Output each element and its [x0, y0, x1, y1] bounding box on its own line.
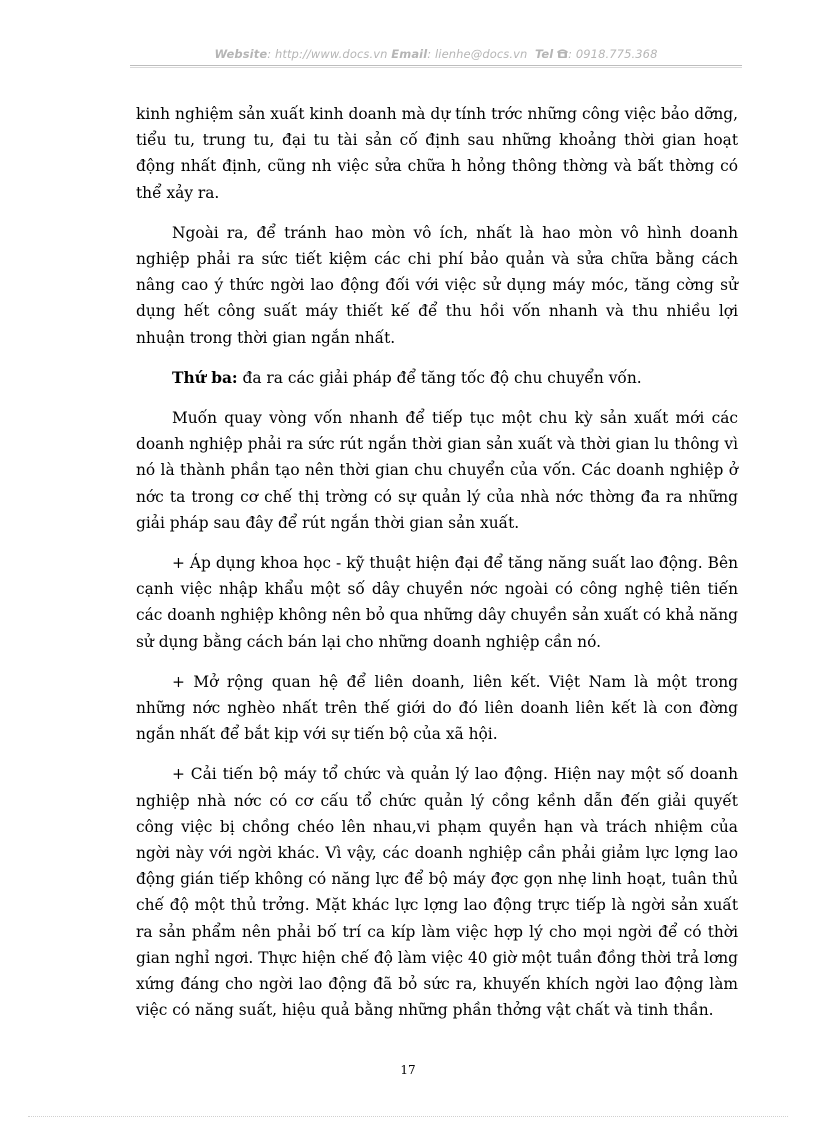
header-divider — [130, 65, 742, 68]
paragraph-4: Muốn quay vòng vốn nhanh để tiếp tục một chu kỳ sản xuất mới các doanh nghiệp phải ra sức rút ngắn thời gian sản xuất và thời gian lu thông vì nó là thành phần tạo nên thời gian chu chuyển của vốn. Các doanh nghiệp ở nớc ta trong cơ chế thị trờng có sự quản lý của nhà nớc thờng đa ra những giải pháp sau đây để rút ngắn thời gian sản xuất. — [136, 409, 738, 532]
email-value: : lienhe@docs.vn — [427, 47, 528, 61]
website-label: Website — [214, 47, 268, 61]
footer-divider — [28, 1116, 788, 1117]
paragraph-1: kinh nghiệm sản xuất kinh doanh mà dự tính trớc những công việc bảo dỡng, tiểu tu, trung tu, đại tu tài sản cố định sau những khoảng thời gian hoạt động nhất định, cũng nh việc sửa chữa h hỏng thông thờng và bất thờng có thể xảy ra. — [136, 105, 738, 202]
body-text — [136, 101, 738, 1038]
phone-icon — [557, 47, 568, 61]
paragraph-7: + Cải tiến bộ máy tổ chức và quản lý lao động. Hiện nay một số doanh nghiệp nhà nớc có cơ cấu tổ chức quản lý cồng kềnh dẫn đến giải quyết công việc bị chồng chéo lên nhau,vi phạm quyền hạn và trách nhiệm của ngời này với ngời khác. Vì vậy, các doanh nghiệp cần phải giảm lực lợng lao động gián tiếp không có năng lực để bộ máy đợc gọn nhẹ linh hoạt, tuân thủ chế độ một thủ trởng. Mặt khác lực lợng lao động trực tiếp là ngời sản xuất ra sản phẩm nên phải bố trí ca kíp làm việc hợp lý cho mọi ngời để có thời gian nghỉ ngơi. Thực hiện chế độ làm việc 40 giờ một tuần đồng thời trả lơng xứng đáng cho ngời lao động đã bỏ sức ra, khuyến khích ngời lao động làm việc có năng suất, hiệu quả bằng những phần thởng vật chất và tinh thần. — [136, 765, 738, 1020]
page-header — [136, 47, 736, 61]
paragraph-3: Thứ ba: đa ra các giải pháp để tăng tốc độ chu chuyển vốn. — [172, 368, 642, 387]
page-number: 17 — [400, 1063, 416, 1077]
paragraph-lead: Thứ ba: — [172, 368, 238, 387]
paragraph-2: Ngoài ra, để tránh hao mòn vô ích, nhất là hao mòn vô hình doanh nghiệp phải ra sức tiết kiệm các chi phí bảo quản và sửa chữa bằng cách nâng cao ý thức ngời lao động đối với việc sử dụng máy móc, tăng cờng sử dụng hết công suất máy thiết kế để thu hồi vốn nhanh và thu nhiều lợi nhuận trong thời gian ngắn nhất. — [136, 223, 738, 347]
tel-label: Tel — [534, 47, 554, 61]
email-label: Email — [391, 47, 428, 61]
tel-value: : 0918.775.368 — [568, 47, 658, 61]
website-value: : http://www.docs.vn — [267, 47, 388, 61]
paragraph-5: + Áp dụng khoa học - kỹ thuật hiện đại để tăng năng suất lao động. Bên cạnh việc nhập khẩu một số dây chuyền nớc ngoài có công nghệ tiên tiến các doanh nghiệp không nên bỏ qua những dây chuyền sản xuất có khả năng sử dụng bằng cách bán lại cho những doanh nghiệp cần nó. — [136, 554, 738, 651]
paragraph-6: + Mở rộng quan hệ để liên doanh, liên kết. Việt Nam là một trong những nớc nghèo nhất trên thế giới do đó liên doanh liên kết là con đờng ngắn nhất để bắt kịp với sự tiến bộ của xã hội. — [136, 672, 738, 744]
